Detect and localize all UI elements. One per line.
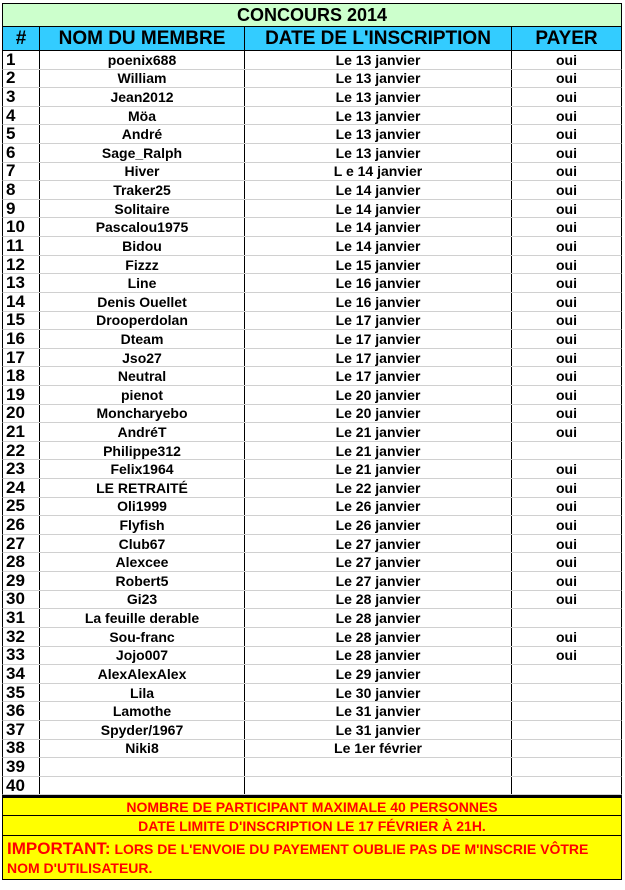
table-row <box>2 163 622 182</box>
member-name-cell: Solitaire <box>40 200 245 218</box>
paid-cell: oui <box>556 107 577 124</box>
member-name-cell: Alexcee <box>40 553 245 571</box>
table-row <box>2 274 622 293</box>
paid-cell: oui <box>556 647 577 664</box>
table-row <box>2 572 622 591</box>
member-name-cell: Spyder/1967 <box>40 721 245 739</box>
sheet-title: CONCOURS 2014 <box>2 3 622 27</box>
member-name-cell: Lila <box>40 684 245 702</box>
table-row <box>2 367 622 386</box>
row-number: 11 <box>3 237 40 255</box>
registration-date-cell <box>245 758 512 776</box>
member-name-cell: Dteam <box>40 330 245 348</box>
table-row <box>2 88 622 107</box>
registration-date-cell: Le 29 janvier <box>245 665 512 683</box>
registration-date-cell: Le 16 janvier <box>245 274 512 292</box>
table-row <box>2 758 622 777</box>
table-row <box>2 609 622 628</box>
paid-cell: oui <box>556 51 577 68</box>
header-member-name: NOM DU MEMBRE <box>40 27 245 50</box>
row-number: 2 <box>3 70 40 88</box>
row-number: 15 <box>3 312 40 330</box>
row-number: 38 <box>3 740 40 758</box>
registration-date-cell: Le 13 janvier <box>245 88 512 106</box>
member-name-cell: William <box>40 70 245 88</box>
row-number: 16 <box>3 330 40 348</box>
table-row <box>2 51 622 70</box>
member-name-cell: Philippe312 <box>40 442 245 460</box>
registration-date-cell: Le 15 janvier <box>245 256 512 274</box>
table-row <box>2 144 622 163</box>
paid-cell: oui <box>556 275 577 292</box>
member-name-cell: Moncharyebo <box>40 405 245 423</box>
registration-date-cell: Le 1er février <box>245 740 512 758</box>
paid-cell: oui <box>556 349 577 366</box>
member-name-cell: Oli1999 <box>40 498 245 516</box>
row-number: 9 <box>3 200 40 218</box>
registration-date-cell: Le 26 janvier <box>245 498 512 516</box>
table-row <box>2 460 622 479</box>
registration-date-cell: Le 14 janvier <box>245 181 512 199</box>
deadline-notice: DATE LIMITE D'INSCRIPTION LE 17 FÉVRIER À 21H. <box>2 816 622 836</box>
table-row <box>2 535 622 554</box>
table-row <box>2 237 622 256</box>
table-row <box>2 442 622 461</box>
paid-cell: oui <box>556 535 577 552</box>
table-row <box>2 647 622 666</box>
row-number: 13 <box>3 274 40 292</box>
paid-cell <box>512 702 621 720</box>
paid-cell: oui <box>556 126 577 143</box>
table-row <box>2 293 622 312</box>
paid-cell: oui <box>556 368 577 385</box>
registration-date-cell: Le 20 janvier <box>245 405 512 423</box>
member-name-cell: La feuille derable <box>40 609 245 627</box>
member-table-body <box>2 51 622 796</box>
registration-date-cell: Le 28 janvier <box>245 609 512 627</box>
registration-date-cell: Le 13 janvier <box>245 51 512 69</box>
row-number: 7 <box>3 163 40 181</box>
paid-cell: oui <box>556 591 577 608</box>
important-label: IMPORTANT: <box>7 839 111 859</box>
paid-cell: oui <box>556 219 577 236</box>
member-name-cell: Sage_Ralph <box>40 144 245 162</box>
member-name-cell: Lamothe <box>40 702 245 720</box>
row-number: 34 <box>3 665 40 683</box>
member-name-cell: Traker25 <box>40 181 245 199</box>
registration-date-cell: Le 30 janvier <box>245 684 512 702</box>
registration-date-cell: Le 20 janvier <box>245 386 512 404</box>
paid-cell: oui <box>556 517 577 534</box>
registration-date-cell: Le 21 janvier <box>245 442 512 460</box>
header-registration-date: DATE DE L'INSCRIPTION <box>245 27 512 50</box>
row-number: 26 <box>3 516 40 534</box>
paid-cell: oui <box>556 479 577 496</box>
paid-cell <box>512 777 621 795</box>
table-row <box>2 740 622 759</box>
paid-cell: oui <box>556 405 577 422</box>
member-name-cell: pienot <box>40 386 245 404</box>
paid-cell: oui <box>556 386 577 403</box>
row-number: 23 <box>3 460 40 478</box>
row-number: 1 <box>3 51 40 69</box>
registration-date-cell: Le 13 janvier <box>245 70 512 88</box>
member-name-cell: Felix1964 <box>40 460 245 478</box>
paid-cell <box>512 721 621 739</box>
member-name-cell: Möa <box>40 107 245 125</box>
table-row <box>2 125 622 144</box>
table-row <box>2 479 622 498</box>
table-row <box>2 591 622 610</box>
row-number: 27 <box>3 535 40 553</box>
registration-date-cell: Le 16 janvier <box>245 293 512 311</box>
member-name-cell <box>40 758 245 776</box>
contest-sheet <box>2 3 622 880</box>
paid-cell: oui <box>556 200 577 217</box>
row-number: 4 <box>3 107 40 125</box>
row-number: 35 <box>3 684 40 702</box>
paid-cell: oui <box>556 498 577 515</box>
registration-date-cell: Le 28 janvier <box>245 628 512 646</box>
member-name-cell: Jso27 <box>40 349 245 367</box>
member-name-cell: LE RETRAITÉ <box>40 479 245 497</box>
registration-date-cell: Le 14 janvier <box>245 200 512 218</box>
row-number: 37 <box>3 721 40 739</box>
row-number: 18 <box>3 367 40 385</box>
table-row <box>2 218 622 237</box>
row-number: 40 <box>3 777 40 795</box>
row-number: 12 <box>3 256 40 274</box>
paid-cell <box>512 684 621 702</box>
registration-date-cell: Le 13 janvier <box>245 125 512 143</box>
header-row <box>2 27 622 51</box>
table-row <box>2 665 622 684</box>
table-row <box>2 423 622 442</box>
member-name-cell <box>40 777 245 795</box>
registration-date-cell: Le 13 janvier <box>245 144 512 162</box>
member-name-cell: André <box>40 125 245 143</box>
table-row <box>2 405 622 424</box>
row-number: 5 <box>3 125 40 143</box>
table-row <box>2 684 622 703</box>
row-number: 33 <box>3 647 40 665</box>
row-number: 29 <box>3 572 40 590</box>
row-number: 36 <box>3 702 40 720</box>
row-number: 6 <box>3 144 40 162</box>
paid-cell: oui <box>556 554 577 571</box>
member-name-cell: Neutral <box>40 367 245 385</box>
paid-cell: oui <box>556 256 577 273</box>
table-row <box>2 386 622 405</box>
registration-date-cell: Le 31 janvier <box>245 721 512 739</box>
member-name-cell: Flyfish <box>40 516 245 534</box>
registration-date-cell: Le 14 janvier <box>245 218 512 236</box>
member-name-cell: Bidou <box>40 237 245 255</box>
member-name-cell: Pascalou1975 <box>40 218 245 236</box>
registration-date-cell: Le 27 janvier <box>245 553 512 571</box>
paid-cell <box>512 442 621 460</box>
registration-date-cell: Le 13 janvier <box>245 107 512 125</box>
registration-date-cell: Le 17 janvier <box>245 367 512 385</box>
member-name-cell: Club67 <box>40 535 245 553</box>
paid-cell: oui <box>556 330 577 347</box>
table-row <box>2 200 622 219</box>
table-row <box>2 498 622 517</box>
member-name-cell: Denis Ouellet <box>40 293 245 311</box>
registration-date-cell: Le 28 janvier <box>245 591 512 609</box>
row-number: 30 <box>3 591 40 609</box>
row-number: 17 <box>3 349 40 367</box>
row-number: 25 <box>3 498 40 516</box>
table-row <box>2 181 622 200</box>
paid-cell: oui <box>556 293 577 310</box>
member-name-cell: AndréT <box>40 423 245 441</box>
registration-date-cell: L e 14 janvier <box>245 163 512 181</box>
registration-date-cell: Le 31 janvier <box>245 702 512 720</box>
row-number: 39 <box>3 758 40 776</box>
paid-cell <box>512 758 621 776</box>
paid-cell: oui <box>556 312 577 329</box>
paid-cell <box>512 665 621 683</box>
paid-cell: oui <box>556 572 577 589</box>
row-number: 22 <box>3 442 40 460</box>
registration-date-cell: Le 17 janvier <box>245 312 512 330</box>
row-number: 14 <box>3 293 40 311</box>
paid-cell: oui <box>556 628 577 645</box>
row-number: 10 <box>3 218 40 236</box>
header-paid: PAYER <box>535 27 598 49</box>
paid-cell <box>512 609 621 627</box>
table-row <box>2 256 622 275</box>
header-number: # <box>3 27 40 50</box>
member-name-cell: Jojo007 <box>40 647 245 665</box>
paid-cell: oui <box>556 89 577 106</box>
max-participants-notice: NOMBRE DE PARTICIPANT MAXIMALE 40 PERSONNES <box>2 796 622 816</box>
table-row <box>2 702 622 721</box>
important-notice <box>2 836 622 880</box>
member-name-cell: Gi23 <box>40 591 245 609</box>
row-number: 20 <box>3 405 40 423</box>
row-number: 28 <box>3 553 40 571</box>
registration-date-cell: Le 21 janvier <box>245 460 512 478</box>
paid-cell: oui <box>556 423 577 440</box>
table-row <box>2 70 622 89</box>
member-name-cell: Fizzz <box>40 256 245 274</box>
registration-date-cell: Le 27 janvier <box>245 572 512 590</box>
row-number: 19 <box>3 386 40 404</box>
row-number: 24 <box>3 479 40 497</box>
paid-cell: oui <box>556 70 577 87</box>
row-number: 32 <box>3 628 40 646</box>
registration-date-cell: Le 28 janvier <box>245 647 512 665</box>
member-name-cell: Jean2012 <box>40 88 245 106</box>
registration-date-cell: Le 14 janvier <box>245 237 512 255</box>
table-row <box>2 107 622 126</box>
table-row <box>2 777 622 796</box>
row-number: 8 <box>3 181 40 199</box>
member-name-cell: AlexAlexAlex <box>40 665 245 683</box>
row-number: 21 <box>3 423 40 441</box>
table-row <box>2 721 622 740</box>
member-name-cell: Line <box>40 274 245 292</box>
registration-date-cell: Le 26 janvier <box>245 516 512 534</box>
member-name-cell: Hiver <box>40 163 245 181</box>
table-row <box>2 312 622 331</box>
row-number: 3 <box>3 88 40 106</box>
row-number: 31 <box>3 609 40 627</box>
member-name-cell: Sou-franc <box>40 628 245 646</box>
registration-date-cell: Le 22 janvier <box>245 479 512 497</box>
paid-cell: oui <box>556 144 577 161</box>
member-name-cell: Niki8 <box>40 740 245 758</box>
paid-cell <box>512 740 621 758</box>
registration-date-cell: Le 27 janvier <box>245 535 512 553</box>
paid-cell: oui <box>556 237 577 254</box>
paid-cell: oui <box>556 163 577 180</box>
table-row <box>2 628 622 647</box>
table-row <box>2 330 622 349</box>
paid-cell: oui <box>556 461 577 478</box>
member-name-cell: poenix688 <box>40 51 245 69</box>
table-row <box>2 553 622 572</box>
registration-date-cell: Le 21 janvier <box>245 423 512 441</box>
important-text: LORS DE L'ENVOIE DU PAYEMENT OUBLIE PAS DE M'INSCRIE VÔTRE NOM D'UTILISATEUR. <box>7 841 589 877</box>
table-row <box>2 349 622 368</box>
table-row <box>2 516 622 535</box>
registration-date-cell: Le 17 janvier <box>245 349 512 367</box>
registration-date-cell <box>245 777 512 795</box>
paid-cell: oui <box>556 182 577 199</box>
member-name-cell: Robert5 <box>40 572 245 590</box>
member-name-cell: Drooperdolan <box>40 312 245 330</box>
registration-date-cell: Le 17 janvier <box>245 330 512 348</box>
